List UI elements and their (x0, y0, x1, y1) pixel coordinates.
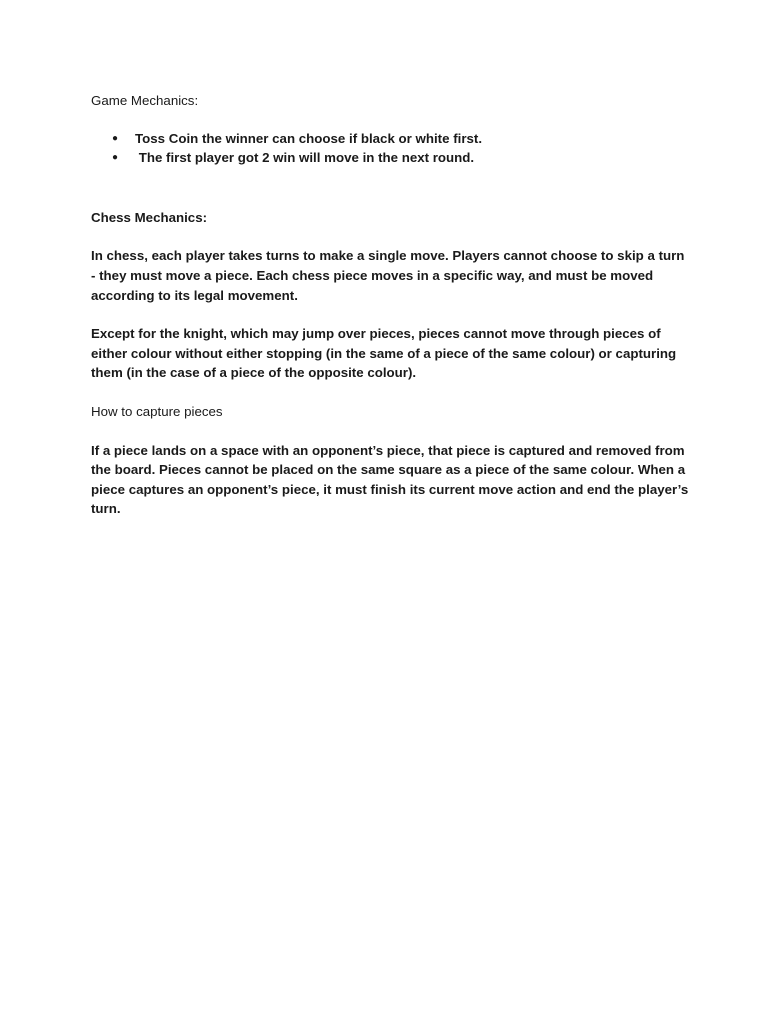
capture-heading: How to capture pieces (91, 403, 223, 419)
list-item (91, 148, 691, 168)
list-item-text: The first player got 2 win will move in the next round. (135, 150, 475, 166)
game-mechanics-list (91, 129, 691, 168)
chess-mechanics-paragraph-2: Except for the knight, which may jump over pieces, pieces cannot move through pieces of either colour without either stopping (in the same of a piece of the same colour) or capturing them (in the case of a piece of the opposite colour). (91, 326, 677, 381)
list-item (91, 129, 691, 149)
game-mechanics-heading: Game Mechanics: (91, 93, 199, 108)
bullet-icon: ● (112, 152, 119, 164)
list-item-text: Toss Coin the winner can choose if black or white first. (135, 130, 483, 146)
chess-mechanics-heading: Chess Mechanics: (91, 209, 208, 225)
chess-mechanics-paragraph-1: In chess, each player takes turns to make a single move. Players cannot choose to skip a turn - they must move a piece. Each chess piece moves in a specific way, and must be moved according to its legal movement. (91, 248, 685, 303)
bullet-icon: ● (112, 132, 119, 144)
capture-paragraph: If a piece lands on a space with an opponent’s piece, that piece is captured and removed from the board. Pieces cannot be placed on the same square as a piece of the same colour. When a piece captures an opponent’s piece, it must finish its current move action and end the player’s turn. (91, 442, 689, 517)
document-content (91, 91, 691, 519)
